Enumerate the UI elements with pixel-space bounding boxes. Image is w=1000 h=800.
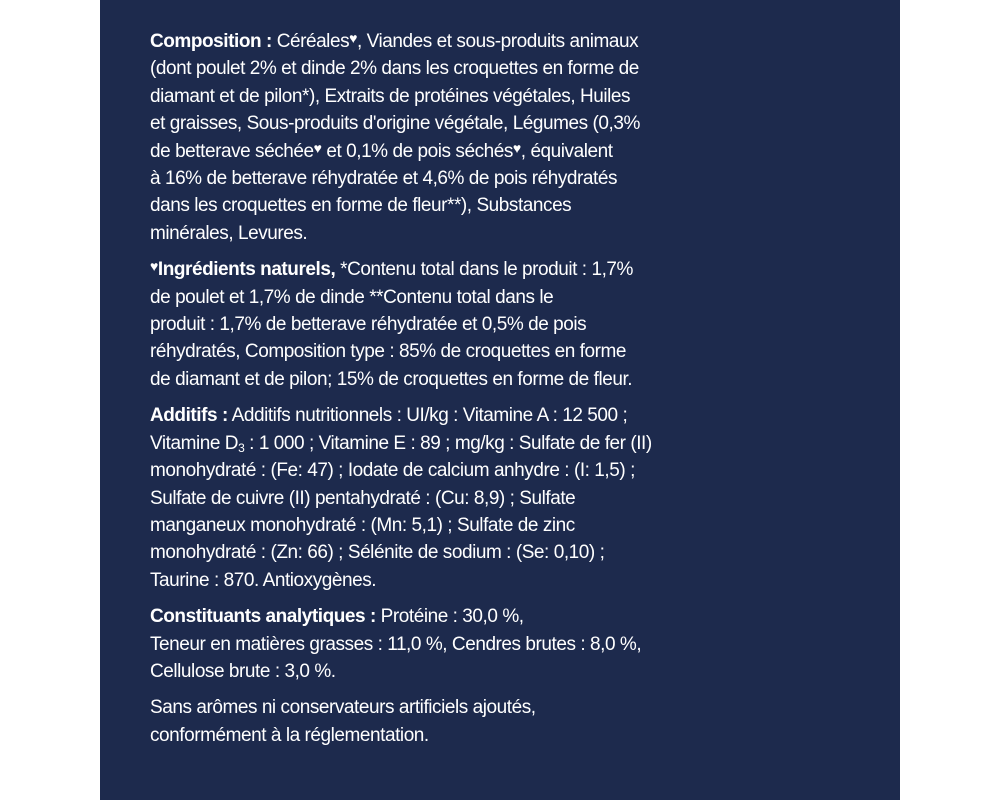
heart-icon: ♥	[150, 258, 158, 275]
ingredients-text-block	[150, 28, 790, 758]
composition-line-6: à 16% de betterave réhydratée et 4,6% de pois réhydratés	[150, 168, 618, 190]
composition-line-7: dans les croquettes en forme de fleur**), Substances	[150, 195, 572, 217]
composition-section	[150, 28, 790, 247]
analytics-heading: Constituants analytiques :	[150, 606, 376, 628]
additives-line-4: Sulfate de cuivre (II) pentahydraté : (Cu: 8,9) ; Sulfate	[150, 487, 576, 509]
composition-heading: Composition :	[150, 31, 277, 52]
notes-line-5: de diamant et de pilon; 15% de croquettes en forme de fleur.	[150, 368, 633, 390]
notes-line-4: réhydratés, Composition type : 85% de croquettes en forme	[150, 341, 627, 363]
additives-heading: Additifs :	[150, 405, 228, 427]
additives-line-3: monohydraté : (Fe: 47) ; Iodate de calcium anhydre : (I: 1,5) ;	[150, 460, 635, 482]
heart-icon: ♥	[349, 30, 357, 46]
analytics-section	[150, 603, 790, 685]
notes-line-1: ♥Ingrédients naturels, *Contenu total dans le produit : 1,7%	[150, 258, 633, 281]
subscript-3: 3	[238, 440, 245, 455]
additives-line-2: Vitamine $D_3$ : 1 000 ; Vitamine E : 89 ; mg/kg : Sulfate de fer (II)	[150, 432, 652, 455]
heart-icon: ♥	[512, 139, 521, 156]
additives-line-6: monohydraté : (Zn: 66) ; Sélénite de sodium : (Se: 0,10) ;	[150, 542, 605, 564]
additives-line-7: Taurine : 870. Antioxygènes.	[150, 569, 377, 591]
composition-line-5: de betterave séchée♥ et 0,1% de pois séchés♥, équivalent	[150, 139, 613, 162]
analytics-line-2: Teneur en matières grasses : 11,0 %, Cendres brutes : 8,0 %,	[150, 633, 642, 655]
analytics-line-1: Constituants analytiques : Protéine : 30,0 %,	[150, 606, 524, 628]
composition-line-3: diamant et de pilon*), Extraits de protéines végétales, Huiles	[150, 85, 631, 107]
heart-icon: ♥	[313, 139, 322, 156]
additives-section	[150, 402, 790, 594]
footer-line-1: Sans arômes ni conservateurs artificiels ajoutés,	[150, 697, 536, 719]
notes-line-2: de poulet et 1,7% de dinde **Contenu total dans le	[150, 286, 554, 308]
composition-line-1: Composition : Céréales♥, Viandes et sous-produits animaux	[150, 30, 639, 52]
additives-line-1: Additifs : Additifs nutritionnels : UI/kg : Vitamine A : 12 500 ;	[150, 405, 628, 427]
footer-line-2: conformément à la réglementation.	[150, 724, 429, 746]
composition-line-2: (dont poulet 2% et dinde 2% dans les croquettes en forme de	[150, 58, 639, 80]
notes-section	[150, 256, 790, 393]
additives-line-5: manganeux monohydraté : (Mn: 5,1) ; Sulfate de zinc	[150, 514, 575, 536]
analytics-line-3: Cellulose brute : 3,0 %.	[150, 660, 336, 682]
composition-line-8: minérales, Levures.	[150, 222, 308, 244]
notes-line-3: produit : 1,7% de betterave réhydratée et 0,5% de pois	[150, 314, 587, 336]
composition-line-4: et graisses, Sous-produits d'origine végétale, Légumes (0,3%	[150, 113, 640, 135]
notes-heading: Ingrédients naturels,	[157, 259, 336, 281]
footer-section	[150, 694, 790, 749]
